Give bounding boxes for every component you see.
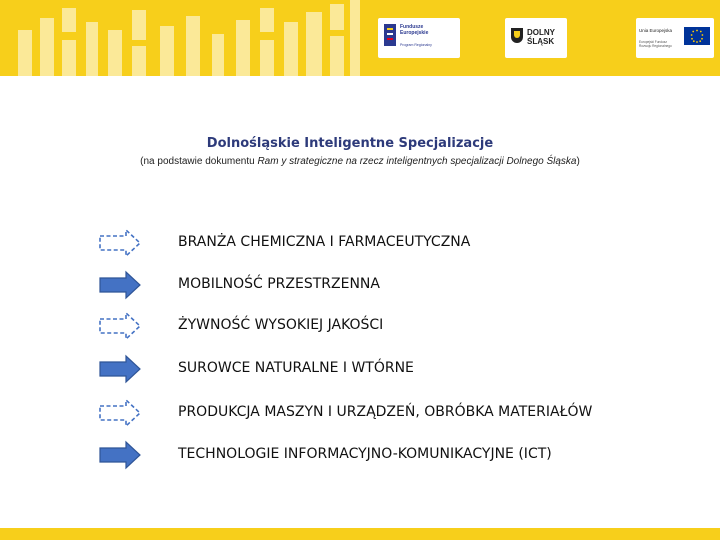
item-label: MOBILNOŚĆ PRZESTRZENNA [178,276,380,292]
arrow-filled-icon [98,440,144,470]
decorative-squares [0,0,720,76]
top-banner [0,0,720,76]
fe-star-icon [384,24,396,46]
bottom-bar [0,528,720,540]
fundusze-europejskie-logo [378,18,460,58]
item-label: ŻYWNOŚĆ WYSOKIEJ JAKOŚCI [178,317,384,333]
subtitle-document-title: Ram y strategiczne na rzecz inteligentnych specjalizacji Dolnego Śląska [257,156,577,167]
subtitle-prefix: (na podstawie dokumentu [140,156,258,167]
arrow-filled-icon [98,354,144,384]
eagle-crest-icon [511,28,523,43]
ue-line1: Unia Europejska [639,28,673,33]
subtitle-suffix: ) [576,156,580,167]
item-label: PRODUKCJA MASZYN I URZĄDZEŃ, OBRÓBKA MATERIAŁÓW [178,404,593,420]
arrow-outline-icon [98,228,144,258]
page-title: Dolnośląskie Inteligentne Specjalizacje [206,136,494,151]
unia-europejska-logo [636,18,714,58]
page-subtitle [0,156,720,167]
item-label: BRANŻA CHEMICZNA I FARMACEUTYCZNA [178,234,471,250]
item-label: TECHNOLOGIE INFORMACYJNO-KOMUNIKACYJNE (ICT) [178,446,552,462]
ds-line2: ŚLĄSK [527,37,555,46]
ds-line1: DOLNY [527,28,555,37]
ue-line3: Rozwoju Regionalnego [639,44,672,48]
fe-line2: Europejskie [400,30,429,36]
eu-flag-icon [684,27,710,45]
arrow-outline-icon [98,311,144,341]
dolny-slask-logo [505,18,567,58]
arrow-outline-icon [98,398,144,428]
item-label: SUROWCE NATURALNE I WTÓRNE [178,360,414,376]
ue-line2: Europejski Fundusz [639,40,667,44]
fe-line1: Fundusze [400,24,424,30]
arrow-filled-icon [98,270,144,300]
fe-line3: Program Regionalny [400,43,432,47]
